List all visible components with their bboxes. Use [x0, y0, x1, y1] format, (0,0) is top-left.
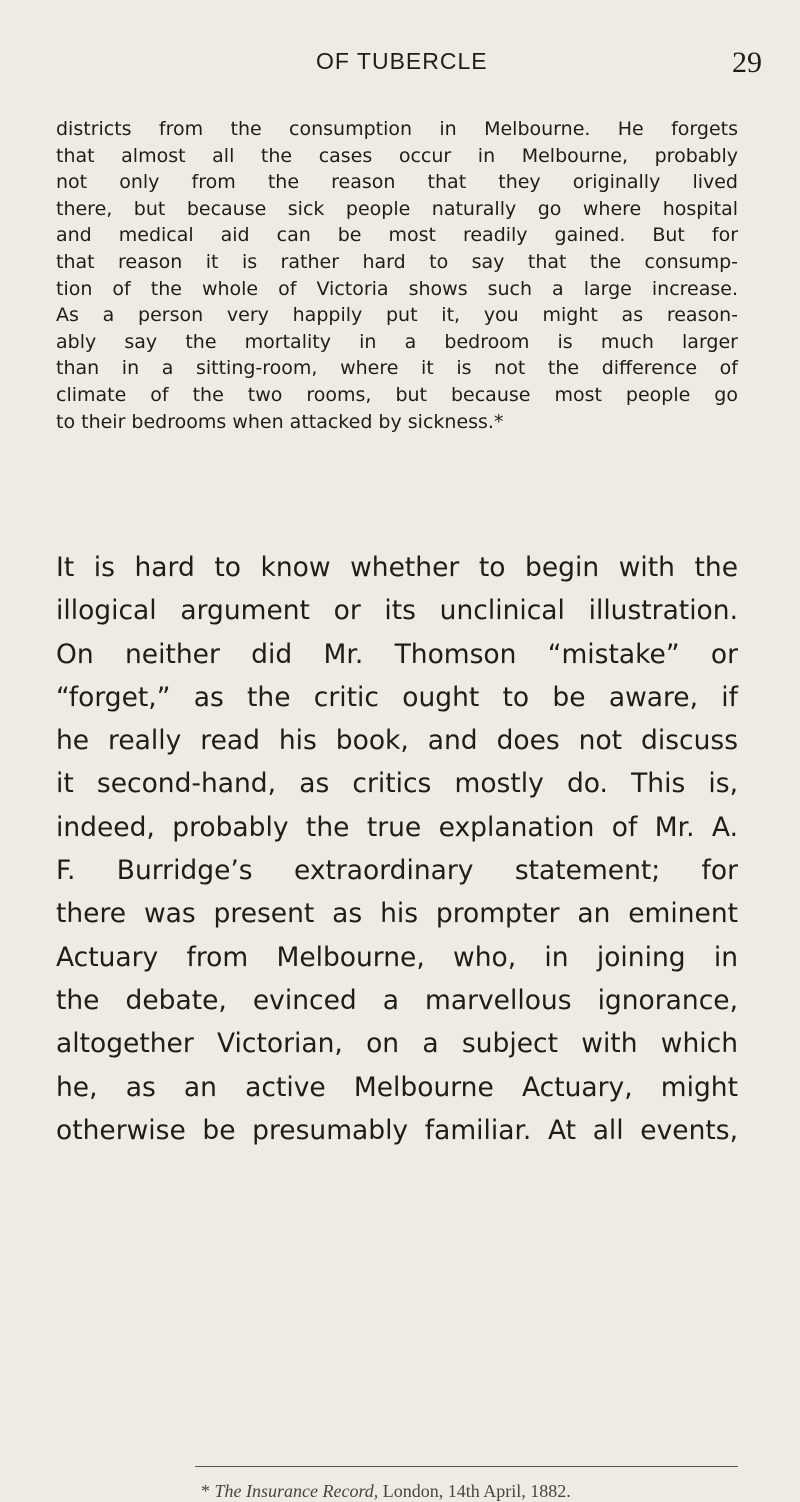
text-line: he, as an active Melbourne Actuary, might [56, 1071, 738, 1103]
footnote [201, 1481, 741, 1502]
text-line: Actuary from Melbourne, who, in joining in [56, 941, 738, 973]
page-number: 29 [732, 46, 762, 79]
text-line: ably say the mortality in a bedroom is much larger [56, 330, 738, 353]
body-paragraph [56, 546, 738, 1152]
footnote-divider [195, 1466, 738, 1467]
text-line: illogical argument or its unclinical illustration. [56, 595, 738, 627]
text-line: that reason it is rather hard to say that the consump- [56, 250, 738, 273]
text-line: climate of the two rooms, but because most people go [56, 383, 738, 406]
text-line: and medical aid can be most readily gained. But for [56, 224, 738, 247]
text-line: F. Burridge’s extraordinary statement; for [56, 855, 738, 887]
text-line: It is hard to know whether to begin with the [56, 552, 738, 583]
text-line: altogether Victorian, on a subject with which [56, 1028, 738, 1060]
text-line: tion of the whole of Victoria shows such a large increase. [56, 277, 738, 300]
text-line: As a person very happily put it, you might as reason- [56, 304, 738, 327]
text-line: than in a sitting-room, where it is not the difference of [56, 357, 738, 380]
footnote-marker: * [201, 1481, 210, 1501]
text-line: the debate, evinced a marvellous ignorance, [56, 984, 738, 1016]
text-line: “forget,” as the critic ought to be aware, if [56, 681, 738, 713]
text-line: to their bedrooms when attacked by sickness.* [56, 410, 504, 433]
text-line: he really read his book, and does not discuss [56, 725, 738, 757]
text-line: that almost all the cases occur in Melbourne, probably [56, 144, 738, 167]
text-line: it second-hand, as critics mostly do. This is, [56, 768, 738, 800]
quoted-passage [56, 116, 738, 435]
running-head: OF TUBERCLE [316, 48, 488, 74]
text-line: there was present as his prompter an eminent [56, 898, 738, 930]
page-header [0, 44, 800, 84]
text-line: there, but because sick people naturally go where hospital [56, 197, 738, 220]
text-line: otherwise be presumably familiar. At all events, [56, 1114, 738, 1146]
text-line: not only from the reason that they originally lived [56, 171, 738, 194]
footnote-text: London, 14th April, 1882. [382, 1481, 571, 1501]
text-line: districts from the consumption in Melbourne. He forgets [56, 118, 738, 140]
text-line: On neither did Mr. Thomson “mistake” or [56, 638, 738, 670]
text-line: indeed, probably the true explanation of Mr. A. [56, 811, 738, 843]
footnote-title: The Insurance Record, [214, 1481, 379, 1501]
